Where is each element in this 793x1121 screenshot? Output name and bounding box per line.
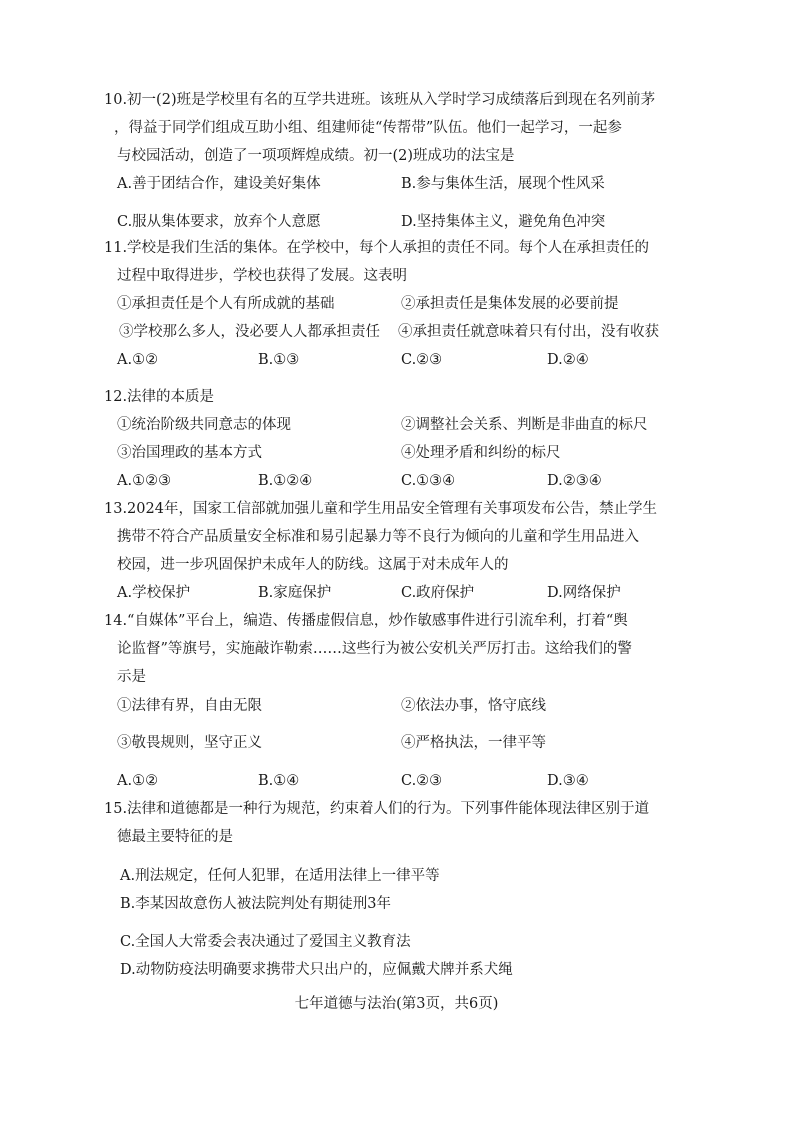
question-13-line-1: 13.2024年，国家工信部就加强儿童和学生用品安全管理有关事项发布公告，禁止学生 — [104, 501, 657, 517]
question-10-option-c: C.服从集体要求，放弃个人意愿 — [117, 214, 321, 230]
question-11-line-1: 11.学校是我们生活的集体。在学校中，每个人承担的责任不同。每个人在承担责任的 — [104, 240, 650, 256]
question-12-option-b: B.①②④ — [258, 473, 313, 489]
question-12-option-d: D.②③④ — [547, 473, 602, 489]
question-14-line-1: 14.“自媒体”平台上，编造、传播虚假信息，炒作敏感事件进行引流牟利，打着“舆 — [104, 613, 628, 629]
question-11-option-d: D.②④ — [547, 352, 589, 368]
question-10-line-2: ，得益于同学们组成互助小组、组建师徒“传帮带”队伍。他们一起学习，一起参 — [114, 120, 622, 136]
question-11-line-2: 过程中取得进步，学校也获得了发展。这表明 — [117, 268, 407, 284]
question-14-statement-3: ③敬畏规则，坚守正义 — [117, 735, 262, 751]
question-13-line-3: 校园，进一步巩固保护未成年人的防线。这属于对未成年人的 — [117, 557, 509, 573]
question-13-option-b: B.家庭保护 — [258, 585, 332, 601]
question-11-statement-2: ②承担责任是集体发展的必要前提 — [401, 296, 619, 312]
question-14-line-3: 示是 — [117, 669, 146, 685]
question-10-option-a: A.善于团结合作，建设美好集体 — [117, 176, 321, 192]
question-12-option-c: C.①③④ — [401, 473, 456, 489]
question-13-option-c: C.政府保护 — [401, 585, 475, 601]
question-13-option-a: A.学校保护 — [117, 585, 191, 601]
question-10-option-b: B.参与集体生活，展现个性风采 — [401, 176, 605, 192]
question-12-line-1: 12.法律的本质是 — [104, 389, 215, 405]
question-14-statement-4: ④严格执法，一律平等 — [401, 735, 546, 751]
question-12-option-a: A.①②③ — [117, 473, 172, 489]
question-14-option-d: D.③④ — [547, 773, 589, 789]
question-12-statement-2: ②调整社会关系、判断是非曲直的标尺 — [401, 417, 648, 433]
question-14-statement-1: ①法律有界，自由无限 — [117, 698, 262, 714]
question-15-option-d: D.动物防疫法明确要求携带犬只出户的，应佩戴犬牌并系犬绳 — [120, 962, 513, 978]
question-11-option-c: C.②③ — [401, 352, 443, 368]
question-12-statement-3: ③治国理政的基本方式 — [117, 445, 262, 461]
question-15-option-b: B.李某因故意伤人被法院判处有期徒刑3年 — [120, 896, 391, 912]
page-footer: 七年道德与法治(第3页，共6页) — [294, 996, 499, 1012]
question-14-option-b: B.①④ — [258, 773, 300, 789]
question-15-line-1: 15.法律和道德都是一种行为规范，约束着人们的行为。下列事件能体现法律区别于道 — [104, 801, 650, 817]
question-12-statement-4: ④处理矛盾和纠纷的标尺 — [401, 445, 561, 461]
question-15-line-2: 德最主要特征的是 — [117, 829, 233, 845]
question-11-statement-1: ①承担责任是个人有所成就的基础 — [117, 296, 335, 312]
question-14-option-a: A.①② — [117, 773, 159, 789]
question-10-option-d: D.坚持集体主义，避免角色冲突 — [401, 214, 606, 230]
question-15-option-a: A.刑法规定，任何人犯罪，在适用法律上一律平等 — [120, 868, 440, 884]
question-13-line-2: 携带不符合产品质量安全标准和易引起暴力等不良行为倾向的儿童和学生用品进入 — [117, 529, 639, 545]
question-12-statement-1: ①统治阶级共同意志的体现 — [117, 417, 291, 433]
question-11-option-b: B.①③ — [258, 352, 300, 368]
question-14-line-2: 论监督”等旗号，实施敲诈勒索……这些行为被公安机关严厉打击。这给我们的警 — [117, 641, 632, 657]
question-11-statement-4: ④承担责任就意味着只有付出，没有收获 — [398, 324, 659, 340]
question-11-statement-3: ③学校那么多人，没必要人人都承担责任 — [119, 324, 380, 340]
question-14-statement-2: ②依法办事，恪守底线 — [401, 698, 546, 714]
question-11-option-a: A.①② — [117, 352, 159, 368]
question-10-line-1: 10.初一(2)班是学校里有名的互学共进班。该班从入学时学习成绩落后到现在名列前茅 — [104, 92, 656, 108]
question-10-line-3: 与校园活动，创造了一项项辉煌成绩。初一(2)班成功的法宝是 — [117, 148, 515, 164]
question-14-option-c: C.②③ — [401, 773, 443, 789]
question-13-option-d: D.网络保护 — [547, 585, 621, 601]
question-15-option-c: C.全国人大常委会表决通过了爱国主义教育法 — [120, 934, 411, 950]
